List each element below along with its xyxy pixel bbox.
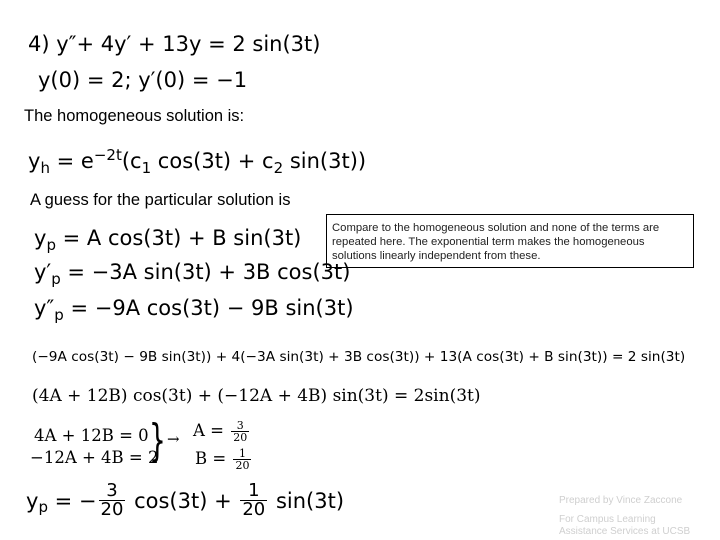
yp1-rhs: = −3A sin(3t) + 3B cos(3t) xyxy=(60,260,351,284)
particular-label: A guess for the particular solution is xyxy=(30,191,291,209)
yh-sub1: 1 xyxy=(141,159,152,178)
yp-equation xyxy=(34,226,301,254)
final-f1-den: 20 xyxy=(100,499,124,520)
system-arrow: → xyxy=(167,430,180,448)
yh-end: sin(3t)) xyxy=(283,149,367,173)
yh-base: y xyxy=(28,149,41,173)
footer-line1: Prepared by Vince Zaccone xyxy=(559,495,683,506)
system-eq1: 4A + 12B = 0 xyxy=(34,426,149,445)
problem-equation: 4) y″+ 4y′ + 13y = 2 sin(3t) xyxy=(28,32,321,56)
solution-B xyxy=(195,448,253,471)
yp2-rhs: = −9A cos(3t) − 9B sin(3t) xyxy=(63,296,354,320)
A-label: A = xyxy=(193,421,224,440)
final-f2-den: 20 xyxy=(242,499,266,520)
initial-conditions: y(0) = 2; y′(0) = −1 xyxy=(38,68,248,92)
yp2-sub: p xyxy=(54,306,64,325)
homogeneous-solution xyxy=(28,146,366,177)
yp-sub: p xyxy=(46,236,56,255)
final-base: y xyxy=(26,488,39,513)
system-eq2: −12A + 4B = 2 xyxy=(30,448,159,467)
yh-exp: −2t xyxy=(93,146,122,164)
yp-base: y xyxy=(34,226,47,250)
A-den: 20 xyxy=(233,431,248,444)
yp2-equation xyxy=(34,296,354,324)
B-num: 1 xyxy=(233,448,251,460)
yp1-base: y′ xyxy=(34,260,52,284)
yp2-base: y″ xyxy=(34,296,55,320)
final-mid: cos(3t) + xyxy=(127,488,239,513)
final-end: sin(3t) xyxy=(269,488,345,513)
B-label: B = xyxy=(195,449,227,468)
solution-A xyxy=(193,420,251,443)
yh-mid2: cos(3t) + c xyxy=(151,149,274,173)
A-num: 3 xyxy=(231,420,249,432)
note-box: Compare to the homogeneous solution and none of the terms are repeated here. The exponential term makes the homogeneous solutions linearly independent from these. xyxy=(326,214,694,268)
yh-p1: (c xyxy=(121,149,142,173)
final-f1-num: 3 xyxy=(99,482,126,501)
substitution-equation: (−9A cos(3t) − 9B sin(3t)) + 4(−3A sin(3t) + 3B cos(3t)) + 13(A cos(3t) + B sin(3t)) = 2 sin(3t) xyxy=(32,349,686,365)
yp-rhs: = A cos(3t) + B sin(3t) xyxy=(55,226,302,250)
collected-equation: (4A + 12B) cos(3t) + (−12A + 4B) sin(3t) = 2sin(3t) xyxy=(32,386,481,406)
final-solution xyxy=(26,482,344,519)
yh-sub: h xyxy=(40,159,50,178)
final-sub: p xyxy=(38,497,48,516)
system-brace: } xyxy=(149,415,166,466)
yp1-sub: p xyxy=(51,270,61,289)
yp1-equation xyxy=(34,260,350,288)
final-f2-num: 1 xyxy=(240,482,267,501)
final-eq: = − xyxy=(47,488,97,513)
footer-line3: Assistance Services at UCSB xyxy=(559,526,691,537)
yh-sub2: 2 xyxy=(273,159,284,178)
homogeneous-label: The homogeneous solution is: xyxy=(24,107,245,125)
B-den: 20 xyxy=(235,459,250,472)
footer-line2: For Campus Learning xyxy=(559,514,656,525)
yh-mid: = e xyxy=(49,149,94,173)
